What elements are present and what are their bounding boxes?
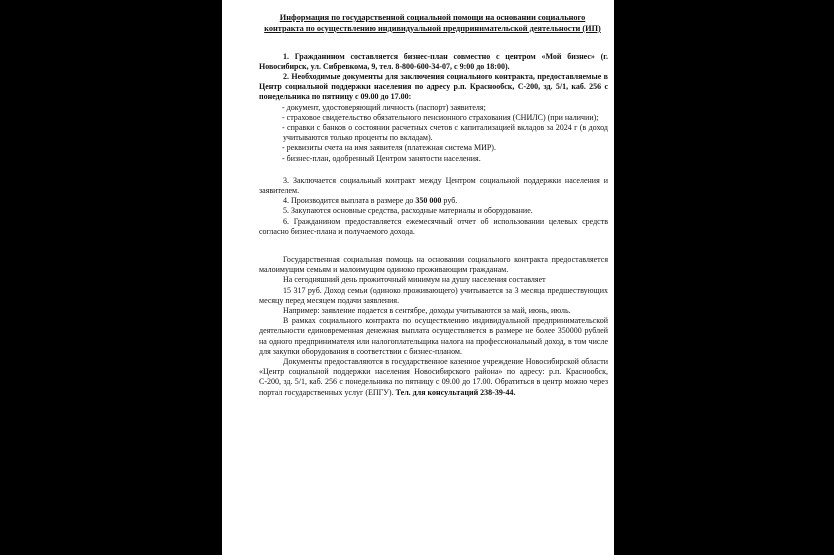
paragraph-payment: В рамках социального контракта по осуществлению индивидуальной предпринимательской деятельности единовременная денежная выплата осуществляется в размере не более 350000 рублей на одного предпринимателя или налогоплательщика налога на профессиональный доход, в том числе для закупки оборудования в соответствии с бизнес-планом. xyxy=(259,316,608,356)
step-4-prefix: 4. Производится выплата в размере до xyxy=(283,196,416,206)
paragraph-contacts xyxy=(259,357,608,398)
paragraph-minimum-a: На сегодняшний день прожиточный минимум на душу населения составляет xyxy=(283,275,546,285)
step-6: 6. Гражданином предоставляется ежемесячный отчет об использовании целевых средств согласно бизнес-плана и получаемого дохода. xyxy=(259,216,608,236)
consultation-phone: Тел. для консультаций 238-39-44. xyxy=(395,387,516,397)
doc-item: - справки с банков о состоянии расчетных счетов с капитализацией вкладов за 2024 г (в доход учитываются только проценты по вкладам). xyxy=(282,123,608,143)
step-2: 2. Необходимые документы для заключения социального контракта, предоставляемые в Центр социальной поддержки населения по адресу р.п. Краснообск, С-200, зд. 5/1, каб. 256 с понедельника по пятницу с 09.00 до 17.00: xyxy=(259,72,608,102)
document-page xyxy=(222,0,614,555)
document-title: Информация по государственной социальной помощи на основании социального контракта по осуществлению индивидуальной предпринимательской деятельности (ИП) xyxy=(264,13,601,33)
step-1: 1. Гражданином составляется бизнес-план совместно с центром «Мой бизнес» (г. Новосибирск, ул. Сибревкома, 9, тел. 8-800-600-34-07, с 9:00 до 18:00). xyxy=(259,51,608,71)
contacts-text: Документы предоставляются в государственное казенное учреждение Новосибирской области «Центр социальной поддержки населения Новосибирского района» по адресу: р.п. Краснообск, С-200, зд. 5/1, каб. 256 с понедельника по пятницу с 09.00 до 17.00. Обратиться в центр можно через портал государственных услуг (ЕПГУ). xyxy=(259,357,608,397)
doc-item: - реквизиты счета на имя заявителя (платежная система МИР). xyxy=(282,143,496,153)
doc-item: - бизнес-план, одобренный Центром занятости населения. xyxy=(282,153,481,163)
step-5: 5. Закупаются основные средства, расходные материалы и оборудование. xyxy=(283,206,533,216)
doc-item: - страховое свидетельство обязательного пенсионного страхования (СНИЛС) (при наличии); xyxy=(282,112,599,122)
step-4-suffix: руб. xyxy=(441,196,458,206)
paragraph-eligibility: Государственная социальная помощь на основании социального контракта предоставляется малоимущим семьям и малоимущим одиноко проживающим гражданам. xyxy=(259,255,608,275)
step-4 xyxy=(259,196,608,206)
paragraph-example: Например: заявление подается в сентябре, доходы учитываются за май, июнь, июль. xyxy=(283,306,571,316)
doc-item: - документ, удостоверяющий личность (паспорт) заявителя; xyxy=(282,102,486,112)
step-3: 3. Заключается социальный контракт между Центром социальной поддержки населения и заявителем. xyxy=(259,175,608,196)
payment-amount: 350 000 xyxy=(415,196,442,206)
paragraph-minimum-b: 15 317 руб. Доход семьи (одиноко проживающего) учитывается за 3 месяца предшествующих месяцу перед месяцем подачи заявления. xyxy=(259,285,608,305)
